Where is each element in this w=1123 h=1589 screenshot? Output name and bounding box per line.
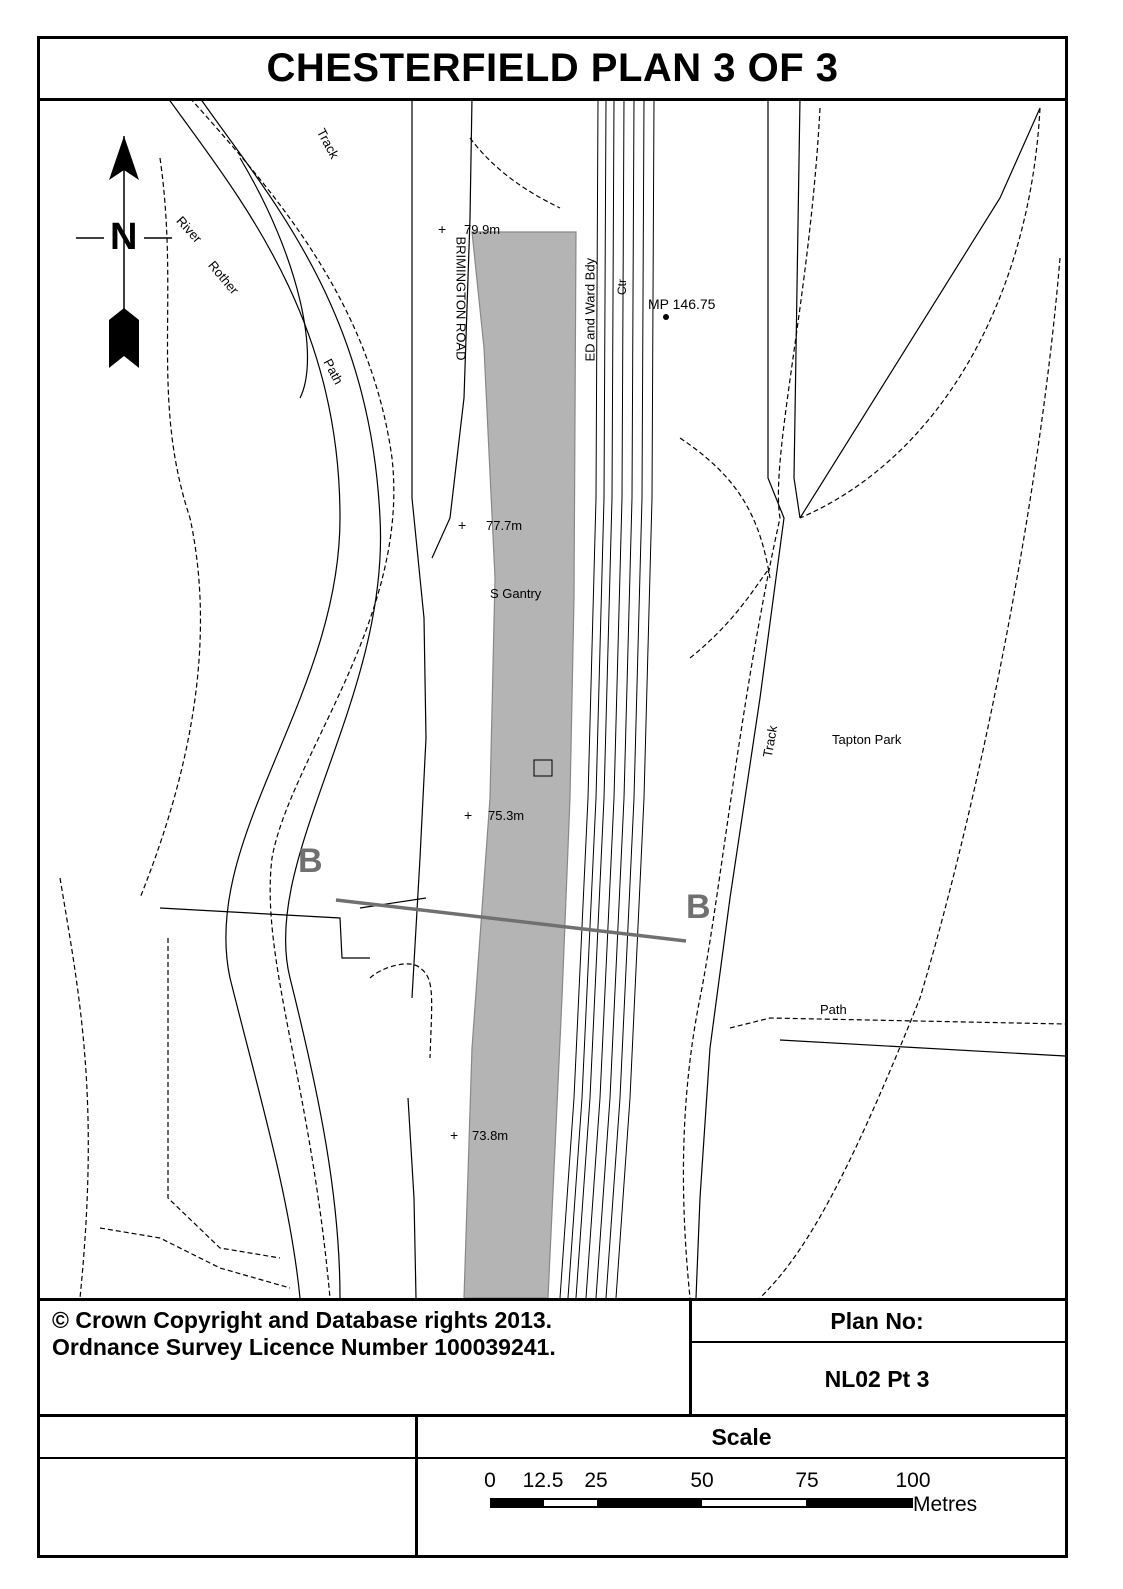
copyright-line-1: © Crown Copyright and Database rights 2013. (52, 1307, 553, 1333)
blank-cell-top (40, 1417, 418, 1459)
svg-text:+: + (438, 221, 447, 237)
label-mp: MP 146.75 (648, 296, 716, 312)
svg-text:+: + (464, 807, 473, 823)
label-brimington-road: BRIMINGTON ROAD (453, 236, 469, 361)
plan-title: CHESTERFIELD PLAN 3 OF 3 (40, 39, 1065, 101)
label-river: River (173, 213, 205, 246)
plan-sheet (37, 36, 1068, 1558)
scale-tick: 75 (795, 1469, 819, 1492)
label-spot-75: 75.3m (488, 808, 525, 823)
scale-label: Scale (418, 1417, 1065, 1459)
scale-bar (418, 1459, 1065, 1555)
label-ctr: Ctr (615, 279, 629, 295)
svg-text:+: + (458, 517, 467, 533)
blank-cell-bottom (40, 1459, 418, 1555)
map-canvas (40, 98, 1065, 1298)
plan-number-label: Plan No: (689, 1301, 1065, 1343)
label-spot-73: 73.8m (472, 1128, 509, 1143)
plan-number-box (689, 1298, 1065, 1414)
section-label-left: B (298, 842, 323, 880)
label-path-left: Path (320, 356, 347, 387)
label-path-right: Path (820, 1002, 847, 1017)
section-label-right: B (686, 888, 711, 926)
footer (40, 1298, 1065, 1555)
scale-tick: 12.5 (522, 1469, 564, 1492)
scale-tick: 0 (484, 1469, 496, 1492)
scale-tick: 50 (690, 1469, 714, 1492)
label-ed-ward-bdy: ED and Ward Bdy (582, 257, 598, 362)
plan-number-value: NL02 Pt 3 (824, 1365, 930, 1392)
label-track-right: Track (759, 724, 781, 759)
label-rother: Rother (205, 257, 242, 298)
copyright-line-2: Ordnance Survey Licence Number 100039241. (52, 1334, 556, 1360)
scale-tick: 100 (895, 1469, 931, 1492)
label-spot-77: 77.7m (486, 518, 523, 533)
scale-unit: Metres (913, 1493, 978, 1516)
scale-bar-graphic (490, 1498, 913, 1508)
label-gantry: S Gantry (490, 586, 542, 601)
map-area (40, 98, 1065, 1298)
label-track-top: Track (313, 125, 343, 162)
scale-section (40, 1414, 1065, 1555)
copyright-block (40, 1298, 692, 1414)
svg-text:+: + (450, 1127, 459, 1143)
label-spot-79: 79.9m (464, 222, 501, 237)
label-tapton-park: Tapton Park (832, 732, 902, 747)
north-letter: N (110, 216, 138, 258)
scale-tick: 25 (584, 1469, 608, 1492)
